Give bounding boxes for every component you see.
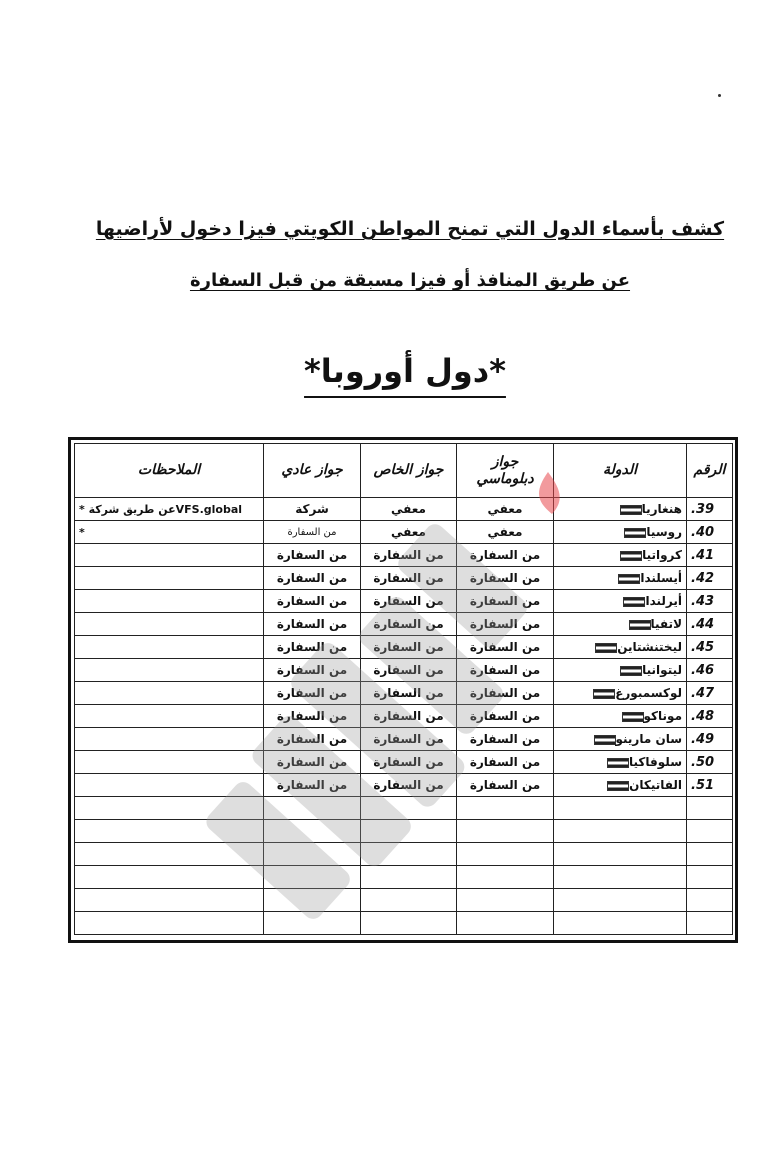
empty-cell	[264, 797, 361, 820]
row-number: 42.	[687, 567, 733, 590]
row-country	[554, 636, 687, 659]
empty-cell	[687, 797, 733, 820]
row-diplomatic: من السفارة	[457, 544, 554, 567]
flag-icon	[607, 781, 629, 791]
row-notes	[75, 728, 264, 751]
row-diplomatic: من السفارة	[457, 682, 554, 705]
row-special: من السفارة	[361, 636, 457, 659]
header-notes: الملاحظات	[75, 444, 264, 498]
table-row	[75, 728, 733, 751]
row-special: من السفارة	[361, 659, 457, 682]
empty-cell	[75, 889, 264, 912]
country-name: موناكو	[643, 709, 682, 723]
table-row	[75, 682, 733, 705]
empty-cell	[457, 912, 554, 935]
empty-cell	[687, 820, 733, 843]
empty-table-row	[75, 820, 733, 843]
table-row	[75, 705, 733, 728]
row-country	[554, 682, 687, 705]
empty-cell	[457, 866, 554, 889]
country-name: روسيا	[646, 525, 682, 539]
row-number: 43.	[687, 590, 733, 613]
empty-table-row	[75, 797, 733, 820]
row-regular: من السفارة	[264, 567, 361, 590]
empty-cell	[554, 866, 687, 889]
flag-icon	[624, 528, 646, 538]
row-special: معفي	[361, 498, 457, 521]
row-number: 51.	[687, 774, 733, 797]
row-diplomatic: من السفارة	[457, 567, 554, 590]
row-number: 49.	[687, 728, 733, 751]
document-title: كشف بأسماء الدول التي تمنح المواطن الكويتي فيزا دخول لأراضيها	[95, 218, 725, 240]
empty-cell	[75, 843, 264, 866]
empty-table-row	[75, 889, 733, 912]
row-country	[554, 728, 687, 751]
visa-table-frame	[68, 437, 738, 943]
table-row	[75, 521, 733, 544]
flag-icon	[620, 551, 642, 561]
header-country: الدولة	[554, 444, 687, 498]
row-notes: VFS.globalعن طريق شركة *	[75, 498, 264, 521]
flag-icon	[595, 643, 617, 653]
row-special: من السفارة	[361, 613, 457, 636]
country-name: الفاتيكان	[629, 778, 682, 792]
row-special: من السفارة	[361, 751, 457, 774]
empty-cell	[361, 843, 457, 866]
row-regular: من السفارة	[264, 659, 361, 682]
flag-icon	[594, 735, 616, 745]
empty-cell	[361, 797, 457, 820]
empty-cell	[264, 912, 361, 935]
row-notes: *	[75, 521, 264, 544]
empty-table-row	[75, 866, 733, 889]
row-special: من السفارة	[361, 774, 457, 797]
row-notes	[75, 636, 264, 659]
empty-table-row	[75, 843, 733, 866]
row-country	[554, 544, 687, 567]
empty-cell	[554, 889, 687, 912]
empty-cell	[75, 912, 264, 935]
row-notes	[75, 682, 264, 705]
table-row	[75, 636, 733, 659]
country-name: هنغاريا	[641, 502, 682, 516]
country-name: كرواتيا	[642, 548, 682, 562]
row-number: 39.	[687, 498, 733, 521]
empty-cell	[554, 843, 687, 866]
row-country	[554, 590, 687, 613]
row-special: معفي	[361, 521, 457, 544]
table-row	[75, 544, 733, 567]
country-name: لوكسمبورغ	[615, 686, 682, 700]
header-special: جواز الخاص	[361, 444, 457, 498]
row-number: 45.	[687, 636, 733, 659]
row-regular: من السفارة	[264, 636, 361, 659]
region-heading: *دول أوروبا*	[304, 352, 506, 390]
row-number: 47.	[687, 682, 733, 705]
empty-cell	[457, 797, 554, 820]
table-row	[75, 613, 733, 636]
row-notes	[75, 659, 264, 682]
header-diplomatic: جواز دبلوماسي	[457, 444, 554, 498]
row-regular: من السفارة	[264, 728, 361, 751]
table-row	[75, 659, 733, 682]
table-row	[75, 498, 733, 521]
row-diplomatic: معفي	[457, 521, 554, 544]
table-row	[75, 774, 733, 797]
empty-cell	[687, 889, 733, 912]
row-special: من السفارة	[361, 728, 457, 751]
country-name: ليختنشتاين	[617, 640, 682, 654]
row-regular: شركة	[264, 498, 361, 521]
flag-icon	[607, 758, 629, 768]
flag-icon	[623, 597, 645, 607]
row-special: من السفارة	[361, 567, 457, 590]
row-number: 44.	[687, 613, 733, 636]
empty-cell	[75, 866, 264, 889]
country-name: سان مارينو	[615, 732, 682, 746]
empty-cell	[554, 797, 687, 820]
empty-cell	[75, 797, 264, 820]
empty-cell	[361, 889, 457, 912]
flag-icon	[620, 505, 642, 515]
empty-cell	[687, 866, 733, 889]
row-notes	[75, 567, 264, 590]
empty-cell	[361, 820, 457, 843]
row-regular: من السفارة	[264, 774, 361, 797]
empty-table-row	[75, 912, 733, 935]
empty-cell	[457, 889, 554, 912]
empty-cell	[554, 912, 687, 935]
empty-cell	[554, 820, 687, 843]
row-special: من السفارة	[361, 682, 457, 705]
row-country	[554, 659, 687, 682]
row-regular: من السفارة	[264, 705, 361, 728]
row-diplomatic: معفي	[457, 498, 554, 521]
row-special: من السفارة	[361, 705, 457, 728]
row-country	[554, 613, 687, 636]
empty-cell	[687, 843, 733, 866]
flag-icon	[618, 574, 640, 584]
empty-cell	[457, 820, 554, 843]
flag-icon	[629, 620, 651, 630]
row-diplomatic: من السفارة	[457, 590, 554, 613]
row-number: 40.	[687, 521, 733, 544]
row-country	[554, 751, 687, 774]
row-diplomatic: من السفارة	[457, 774, 554, 797]
country-name: لاتفيا	[650, 617, 682, 631]
row-notes	[75, 613, 264, 636]
country-name: أيرلندا	[645, 594, 682, 608]
row-regular: من السفارة	[264, 544, 361, 567]
flag-icon	[620, 666, 642, 676]
row-regular: من السفارة	[264, 613, 361, 636]
empty-cell	[457, 843, 554, 866]
flag-icon	[622, 712, 644, 722]
empty-cell	[264, 889, 361, 912]
row-regular: من السفارة	[264, 682, 361, 705]
row-country	[554, 774, 687, 797]
table-body	[75, 498, 733, 935]
header-regular: جواز عادي	[264, 444, 361, 498]
row-diplomatic: من السفارة	[457, 659, 554, 682]
table-row	[75, 590, 733, 613]
table-header-row	[75, 444, 733, 498]
empty-cell	[361, 866, 457, 889]
empty-cell	[687, 912, 733, 935]
table-row	[75, 567, 733, 590]
row-diplomatic: من السفارة	[457, 636, 554, 659]
row-number: 48.	[687, 705, 733, 728]
row-number: 41.	[687, 544, 733, 567]
row-country	[554, 567, 687, 590]
row-diplomatic: من السفارة	[457, 705, 554, 728]
row-regular: من السفارة	[264, 751, 361, 774]
row-country	[554, 705, 687, 728]
row-diplomatic: من السفارة	[457, 613, 554, 636]
flag-icon	[593, 689, 615, 699]
row-notes	[75, 544, 264, 567]
row-special: من السفارة	[361, 544, 457, 567]
empty-cell	[361, 912, 457, 935]
row-number: 46.	[687, 659, 733, 682]
row-regular: من السفارة	[264, 590, 361, 613]
empty-cell	[264, 843, 361, 866]
header-number: الرقم	[687, 444, 733, 498]
row-number: 50.	[687, 751, 733, 774]
row-notes	[75, 751, 264, 774]
row-notes	[75, 705, 264, 728]
speck-mark	[718, 94, 721, 97]
document-subtitle: عن طريق المنافذ أو فيزا مسبقة من قبل السفارة	[189, 270, 631, 291]
row-notes	[75, 774, 264, 797]
row-special: من السفارة	[361, 590, 457, 613]
country-name: سلوفاكيا	[629, 755, 682, 769]
row-regular: من السفارة	[264, 521, 361, 544]
empty-cell	[264, 866, 361, 889]
empty-cell	[264, 820, 361, 843]
country-name: أيسلندا	[640, 571, 682, 585]
empty-cell	[75, 820, 264, 843]
visa-table	[74, 443, 733, 935]
row-diplomatic: من السفارة	[457, 728, 554, 751]
table-row	[75, 751, 733, 774]
row-country	[554, 521, 687, 544]
row-notes	[75, 590, 264, 613]
row-diplomatic: من السفارة	[457, 751, 554, 774]
row-country	[554, 498, 687, 521]
country-name: ليتوانيا	[642, 663, 682, 677]
